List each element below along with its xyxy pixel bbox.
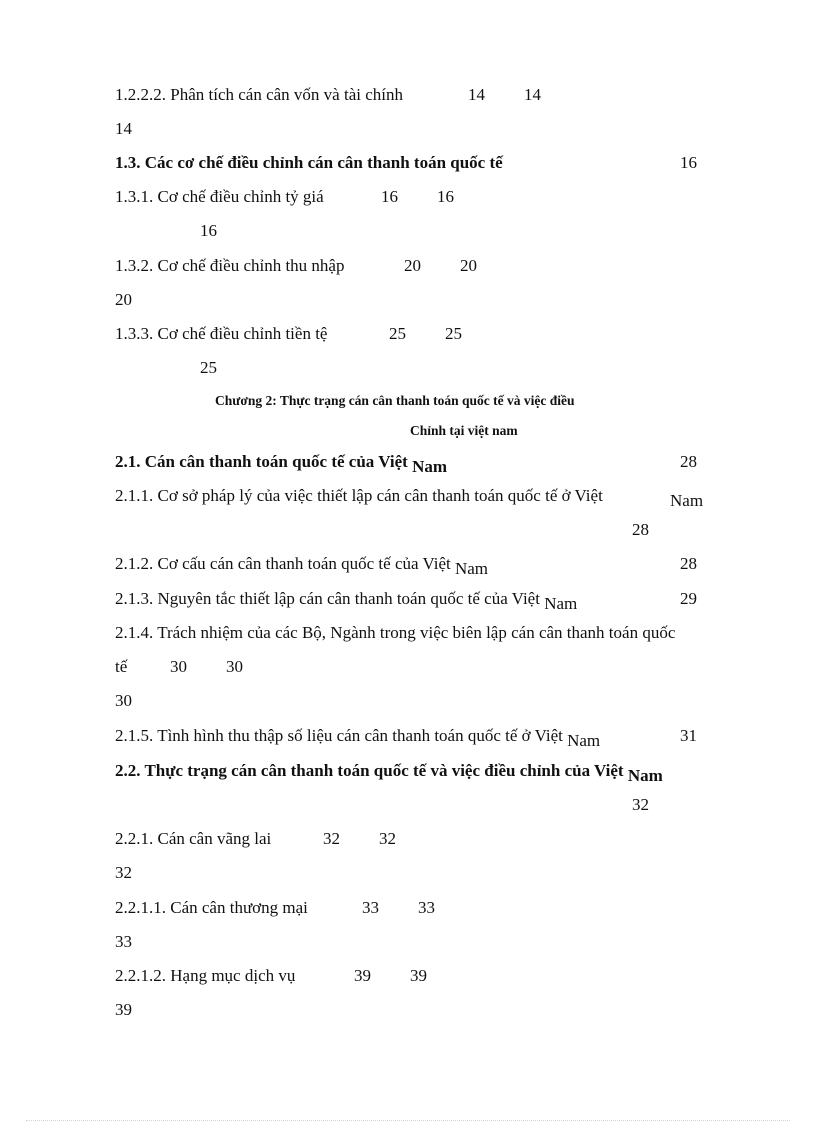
page-number: 28 [632, 520, 649, 539]
toc-entry-2-1-5 [115, 726, 601, 750]
entry-text: 2.1.3. Nguyên tắc thiết lập cán cân thanh toán quốc tế của Việt [115, 589, 540, 608]
entry-text-subscript: Nam [627, 766, 663, 785]
page-number: 39 [115, 1000, 132, 1019]
toc-heading-2-2 [115, 761, 663, 785]
page-number: 39 [354, 966, 371, 985]
entry-text: 2.1.5. Tình hình thu thập số liệu cán cân thanh toán quốc tế ở Việt [115, 726, 563, 745]
toc-entry-2-2-1-2: 2.2.1.2. Hạng mục dịch vụ [115, 966, 296, 985]
entry-text: 2.1. Cán cân thanh toán quốc tế của Việt [115, 452, 408, 471]
toc-entry-2-2-1: 2.2.1. Cán cân vãng lai [115, 829, 272, 848]
page-number: 28 [680, 554, 697, 573]
page-number: 25 [200, 358, 217, 377]
entry-text-subscript: Nam [670, 491, 704, 510]
page-number: 16 [680, 153, 697, 172]
page-number: 20 [404, 256, 421, 275]
page-number: 16 [200, 221, 217, 240]
entry-text-subscript: Nam [544, 594, 578, 613]
page-number: 32 [632, 795, 649, 814]
page-number: 32 [379, 829, 396, 848]
page-number: 16 [381, 187, 398, 206]
page-number: 14 [524, 85, 541, 104]
page-number: 20 [115, 290, 132, 309]
page-number: 33 [115, 932, 132, 951]
page-number: 29 [680, 589, 697, 608]
toc-entry-2-2-1-1: 2.2.1.1. Cán cân thương mại [115, 898, 308, 917]
toc-entry-2-1-4: 2.1.4. Trách nhiệm của các Bộ, Ngành trong việc biên lập cán cân thanh toán quốc [115, 623, 676, 642]
page-number: 32 [115, 863, 132, 882]
page-number: 39 [410, 966, 427, 985]
toc-entry-1-3-1: 1.3.1. Cơ chế điều chỉnh tỷ giá [115, 187, 324, 206]
page-number: 30 [170, 657, 187, 676]
page-number: 25 [445, 324, 462, 343]
page-number: 28 [680, 452, 697, 471]
page-number: 31 [680, 726, 697, 745]
entry-text-subscript: Nam [567, 731, 601, 750]
entry-text-subscript: Nam [412, 457, 448, 476]
page-number: 20 [460, 256, 477, 275]
chapter-title-continued: Chỉnh tại việt nam [410, 423, 518, 438]
toc-entry-2-1-3 [115, 589, 578, 613]
page-number: 30 [115, 691, 132, 710]
entry-text-subscript: Nam [454, 559, 489, 578]
page-number: 33 [418, 898, 435, 917]
page-number: 14 [468, 85, 485, 104]
page-number: 32 [323, 829, 340, 848]
entry-text: 2.1.2. Cơ cấu cán cân thanh toán quốc tế của Việt [115, 554, 451, 573]
toc-heading-1-3: 1.3. Các cơ chế điều chỉnh cán cân thanh toán quốc tế [115, 153, 503, 172]
page-number: 14 [115, 119, 132, 138]
toc-entry-2-1-1: 2.1.1. Cơ sở pháp lý của việc thiết lập cán cân thanh toán quốc tế ở Việt [115, 486, 603, 505]
page-number: 30 [226, 657, 243, 676]
toc-heading-2-1 [115, 452, 448, 476]
page-number: 33 [362, 898, 379, 917]
page-number: 25 [389, 324, 406, 343]
page-number: 16 [437, 187, 454, 206]
toc-entry-1-3-2: 1.3.2. Cơ chế điều chỉnh thu nhập [115, 256, 345, 275]
toc-entry-continued: tế [115, 657, 128, 676]
toc-entry-2-1-2 [115, 554, 489, 578]
page-bottom-divider [26, 1120, 790, 1121]
toc-entry-1-3-3: 1.3.3. Cơ chế điều chỉnh tiền tệ [115, 324, 328, 343]
chapter-title: Chương 2: Thực trạng cán cân thanh toán quốc tế và việc điều [215, 393, 575, 408]
toc-entry-1-2-2-2: 1.2.2.2. Phân tích cán cân vốn và tài chính [115, 85, 403, 104]
entry-text: 2.2. Thực trạng cán cân thanh toán quốc tế và việc điều chỉnh của Việt [115, 761, 624, 780]
